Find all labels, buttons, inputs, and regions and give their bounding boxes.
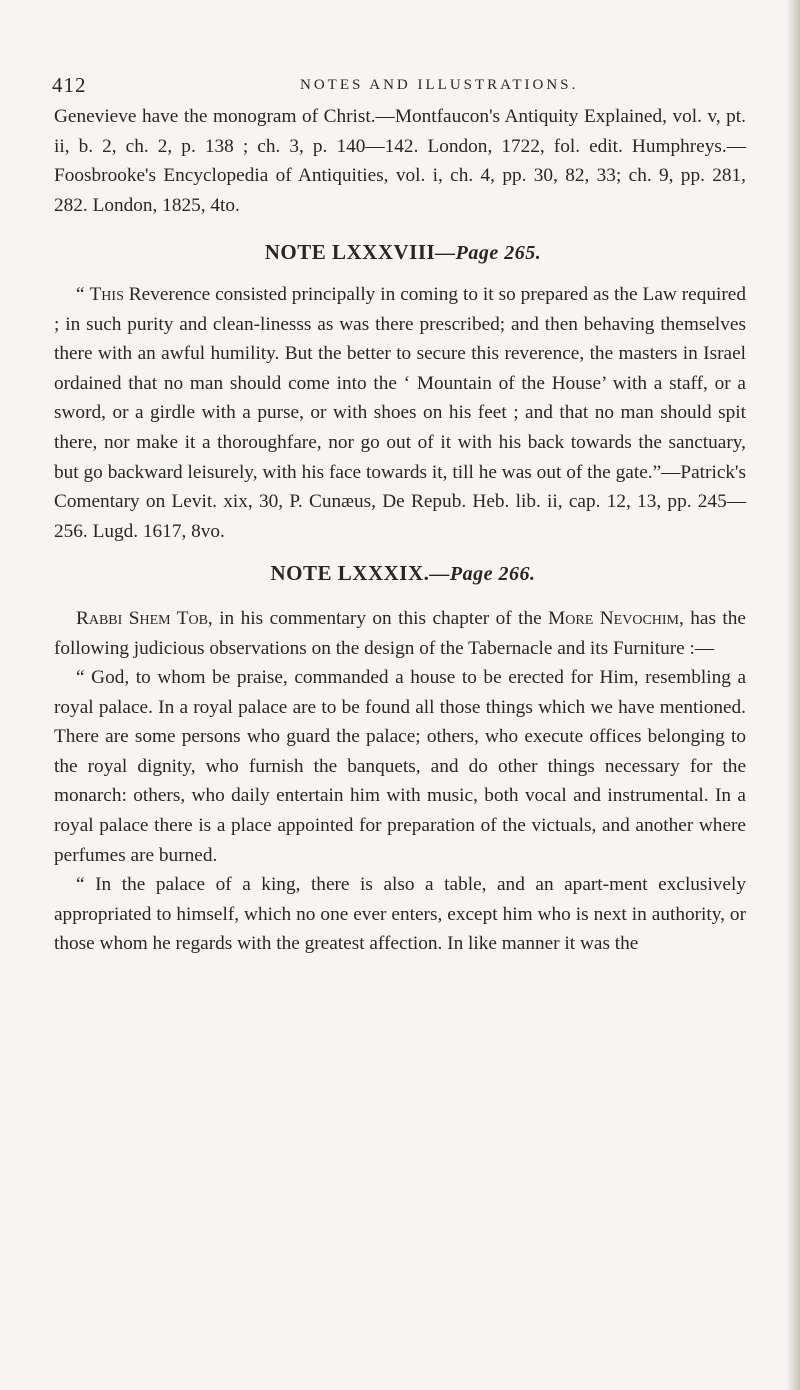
note-88-paragraph [54, 280, 746, 546]
note-heading-88-title: NOTE LXXXVIII [264, 240, 436, 265]
page-number: 412 [52, 73, 87, 97]
note-88-lead-word: This [89, 283, 124, 305]
book-page [54, 58, 746, 959]
note-heading-88-page-ref: —Page 265. [435, 242, 542, 265]
note-heading-89 [54, 559, 746, 590]
note-89-intro [54, 604, 746, 663]
note-89-quote-paragraph-2: “ In the palace of a king, there is also a table, and an apart-ment exclusively appropriated to himself, which no one ever enters, except him who is next in authority, or those whom he regards with the greatest affection. In like manner it was the [54, 874, 746, 955]
note-88-quote-open: “ [76, 283, 90, 305]
note-89-intro-mid: in his commentary on this chapter of the [212, 607, 549, 629]
running-head [54, 58, 746, 102]
note-heading-89-page-ref: —Page 266. [429, 563, 536, 586]
intro-paragraph: Genevieve have the monogram of Christ.—Montfaucon's Antiquity Explained, vol. v, pt. ii, b. 2, ch. 2, p. 138 ; ch. 3, p. 140—142. London, 1722, fol. edit. Humphreys.—Foosbrooke's Encyclopedia of Antiquities, vol. i, ch. 4, pp. 30, 82, 33; ch. 9, pp. 281, 282. London, 1825, 4to. [54, 106, 746, 216]
note-89-author: Rabbi Shem Tob, [76, 607, 213, 629]
note-heading-88 [54, 238, 746, 269]
note-89-intro-tail: has the following judicious observations on the design of the Tabernacle and its Furniture :— [54, 607, 746, 659]
page-edge-shadow [786, 0, 800, 1390]
running-title: NOTES AND ILLUSTRATIONS. [300, 77, 579, 93]
body-text [54, 102, 746, 959]
note-88-body: Reverence consisted principally in coming to it so prepared as the Law required ; in such purity and clean-linesss as was there prescribed; and then behaving themselves there with an awful humility. But the better to secure this reverence, the masters in Israel ordained that no man should come into the ‘ Mountain of the House’ with a staff, or a sword, or a girdle with a purse, or with shoes on his feet ; and that no man should spit there, nor make it a thoroughfare, nor go out of it with his back towards the sanctuary, but go backward leisurely, with his face towards it, till he was out of the gate.”—Patrick's Comentary on Levit. xix, 30, P. Cunæus, De Repub. Heb. lib. ii, cap. 12, 13, pp. 245—256. Lugd. 1617, 8vo. [54, 283, 746, 542]
note-heading-89-title: NOTE LXXXIX. [270, 561, 430, 586]
note-89-book-title: More Nevochim, [548, 607, 684, 629]
note-89-quote-paragraph-1: “ God, to whom be praise, commanded a house to be erected for Him, resembling a royal palace. In a royal palace are to be found all those things which we have mentioned. There are some persons who guard the palace; others, who execute offices belonging to the royal dignity, who furnish the banquets, and do other things necessary for the monarch: others, who daily entertain him with music, both vocal and instrumental. In a royal palace there is a place appointed for preparation of the victuals, and another where perfumes are burned. [54, 667, 746, 866]
